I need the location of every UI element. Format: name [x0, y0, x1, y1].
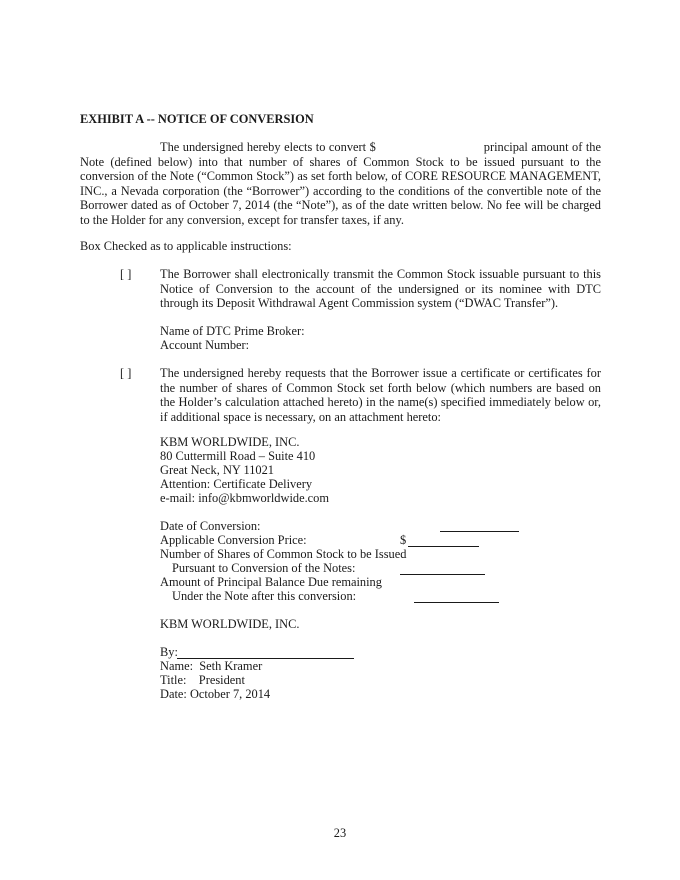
title-label: Title: [160, 673, 187, 687]
principal-label-line1: Amount of Principal Balance Due remaining [160, 575, 382, 589]
shares-label-line1: Number of Shares of Common Stock to be Issued [160, 547, 407, 561]
by-label: By: [160, 645, 178, 659]
shares-label-line2: Pursuant to Conversion of the Notes: [172, 561, 356, 575]
principal-balance-line[interactable] [414, 602, 499, 603]
certificate-checkbox[interactable]: [ ] [120, 366, 132, 380]
intro-paragraph [80, 140, 601, 228]
principal-label-line2: Under the Note after this conversion: [172, 589, 357, 603]
address-company: KBM WORLDWIDE, INC. [160, 435, 300, 449]
page-number: 23 [333, 826, 347, 840]
date-of-conversion-line[interactable] [440, 531, 519, 532]
date-of-conversion-label: Date of Conversion: [160, 519, 261, 533]
title-row [160, 673, 245, 688]
intro-prefix: The undersigned hereby elects to convert $ [160, 140, 376, 154]
dwac-checkbox[interactable]: [ ] [120, 267, 132, 281]
address-attention: Attention: Certificate Delivery [160, 477, 313, 491]
intro-suffix: principal amount of the Note (defined below) into that number of shares of Common Stock to be issued pursuant to the conversion of the Note (“Common Stock”) as set forth below, of CORE RESOURCE MANAGEMENT, INC., a Nevada corporation (the “Borrower”) according to the conditions of the convertible note of the Borrower dated as of October 7, 2014 (the “Note”), as of the date written below. No fee will be charged to the Holder for any conversion, except for transfer taxes, if any. [80, 140, 601, 227]
address-email: e-mail: info@kbmworldwide.com [160, 491, 330, 505]
shares-issued-line[interactable] [400, 574, 485, 575]
dtc-broker-label: Name of DTC Prime Broker: [160, 324, 305, 338]
name-row [160, 659, 262, 674]
conversion-price-line[interactable] [408, 546, 479, 547]
name-label: Name: [160, 659, 194, 673]
name-value: Seth Kramer [199, 659, 263, 673]
signature-company: KBM WORLDWIDE, INC. [160, 617, 300, 631]
account-number-label: Account Number: [160, 338, 250, 352]
date-row [160, 687, 270, 702]
conversion-price-label: Applicable Conversion Price: [160, 533, 307, 547]
box-checked-label: Box Checked as to applicable instructions: [80, 239, 292, 253]
title-value: President [198, 673, 245, 687]
certificate-instruction-text: The undersigned hereby requests that the Borrower issue a certificate or certificates for the number of shares of Common Stock set forth below (which numbers are based on the Holder’s calculation attached hereto) in the name(s) specified immediately below or, if additional space is necessary, on an attachment hereto: [160, 366, 601, 424]
address-street: 80 Cuttermill Road – Suite 410 [160, 449, 316, 463]
address-city: Great Neck, NY 11021 [160, 463, 275, 477]
exhibit-heading: EXHIBIT A -- NOTICE OF CONVERSION [80, 112, 314, 126]
date-value: October 7, 2014 [189, 687, 271, 701]
dwac-instruction-text: The Borrower shall electronically transmit the Common Stock issuable pursuant to this Notice of Conversion to the account of the undersigned or its nominee with DTC through its Deposit Withdrawal Agent Commission system (“DWAC Transfer”). [160, 267, 601, 311]
conversion-price-dollar: $ [400, 533, 407, 547]
date-label: Date: [160, 687, 187, 701]
